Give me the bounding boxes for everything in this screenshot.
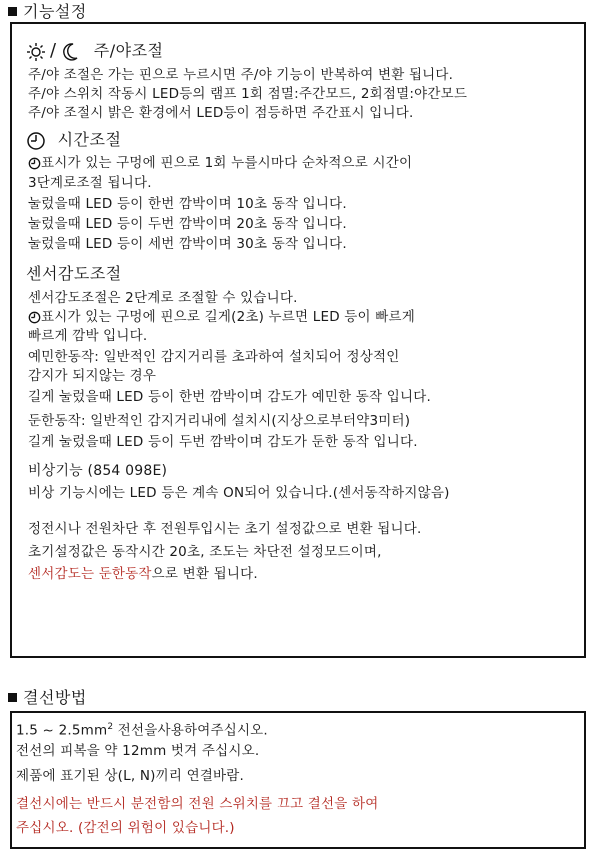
sensor-line-4: 예민한동작: 일반적인 감지거리를 초과하여 설치되어 정상적인 (28, 349, 400, 365)
wiring-warning-1: 결선시에는 반드시 분전함의 전원 스위치를 끄고 결선을 하여 (16, 796, 379, 812)
time-line-5: 눌렀을때 LED 등이 세번 깜박이며 30초 동작 입니다. (28, 236, 347, 252)
sun-icon (26, 42, 50, 62)
daynight-line-1: 주/야 조절은 가는 핀으로 누르시면 주/야 기능이 반복하여 변환 됩니다. (28, 67, 454, 83)
heading-text: 기능설정 (23, 2, 87, 21)
reset-line-1: 정전시나 전원차단 후 전원투입시는 초기 설정값으로 변환 됩니다. (28, 521, 422, 537)
daynight-line-3: 주/야 조절시 밝은 환경에서 LED등이 점등하면 주간표시 입니다. (28, 105, 414, 121)
clock-icon (28, 311, 41, 324)
square-bullet-icon (8, 693, 17, 702)
time-line-3: 눌렀을때 LED 등이 한번 깜박이며 10초 동작 입니다. (28, 196, 347, 212)
time-line-1-text: 표시가 있는 구멍에 핀으로 1회 누를시마다 순차적으로 시간이 (41, 155, 413, 171)
wire-size-sup: 2 (107, 722, 114, 732)
sensor-line-2 (28, 308, 415, 327)
time-line-4: 눌렀을때 LED 등이 두번 깜박이며 20초 동작 입니다. (28, 216, 347, 232)
wiring-warning-2: 주십시오. (감전의 위험이 있습니다.) (16, 820, 235, 836)
reset-line-2: 초기설정값은 동작시간 20초, 조도는 차단전 설정모드이며, (28, 544, 382, 560)
sensor-line-1: 센서감도조절은 2단계로 조절할 수 있습니다. (28, 290, 298, 306)
sensor-line-2-text: 표시가 있는 구멍에 핀으로 길게(2초) 누르면 LED 등이 빠르게 (41, 309, 416, 325)
wire-size-text: 1.5 ~ 2.5mm (16, 722, 108, 739)
reset-line-3 (28, 565, 258, 584)
sensor-line-6: 길게 눌렀을때 LED 등이 한번 깜박이며 감도가 예민한 동작 입니다. (28, 389, 431, 405)
wiring-line-2: 전선의 피복을 약 12mm 벗겨 주십시오. (16, 743, 260, 759)
section-heading-wiring (8, 688, 87, 708)
sensor-line-7: 둔한동작: 일반적인 감지거리내에 설치시(지상으로부터약3미터) (28, 413, 411, 429)
square-bullet-icon (8, 7, 17, 16)
reset-tail-text: 으로 변환 됩니다. (151, 566, 258, 582)
time-title (26, 129, 121, 151)
wiring-line-1 (16, 718, 268, 741)
time-title-text: 시간조절 (57, 130, 122, 149)
sensor-line-8: 길게 눌렀을때 LED 등이 두번 깜박이며 감도가 둔한 동작 입니다. (28, 434, 418, 450)
daynight-title-text: 주/야조절 (93, 41, 164, 60)
sensor-line-3: 빠르게 깜박 입니다. (28, 328, 148, 344)
moon-icon (62, 42, 80, 62)
daynight-line-2: 주/야 스위치 작동시 LED등의 램프 1회 점멸:주간모드, 2회점멸:야간모드 (28, 86, 468, 102)
wiring-line-3: 제품에 표기된 상(L, N)끼리 연결바람. (16, 768, 245, 784)
reset-red-text: 센서감도는 둔한동작 (28, 566, 152, 582)
emergency-line-1: 비상 기능시에는 LED 등은 계속 ON되어 있습니다.(센서동작하지않음) (28, 485, 450, 501)
clock-icon (26, 131, 46, 151)
section-heading-function (8, 2, 87, 22)
sensor-line-5: 감지가 되지않는 경우 (28, 368, 157, 384)
emergency-title: 비상기능 (854 098E) (28, 463, 168, 479)
time-line-1 (28, 154, 412, 173)
sensor-title: 센서감도조절 (26, 264, 122, 283)
wiring-line-1-tail: 전선을사용하여주십시오. (113, 722, 268, 739)
heading-text: 결선방법 (23, 688, 87, 707)
time-line-2: 3단계로조절 됩니다. (28, 175, 152, 191)
clock-icon (28, 157, 41, 170)
daynight-title: / 주/야조절 (26, 40, 163, 62)
